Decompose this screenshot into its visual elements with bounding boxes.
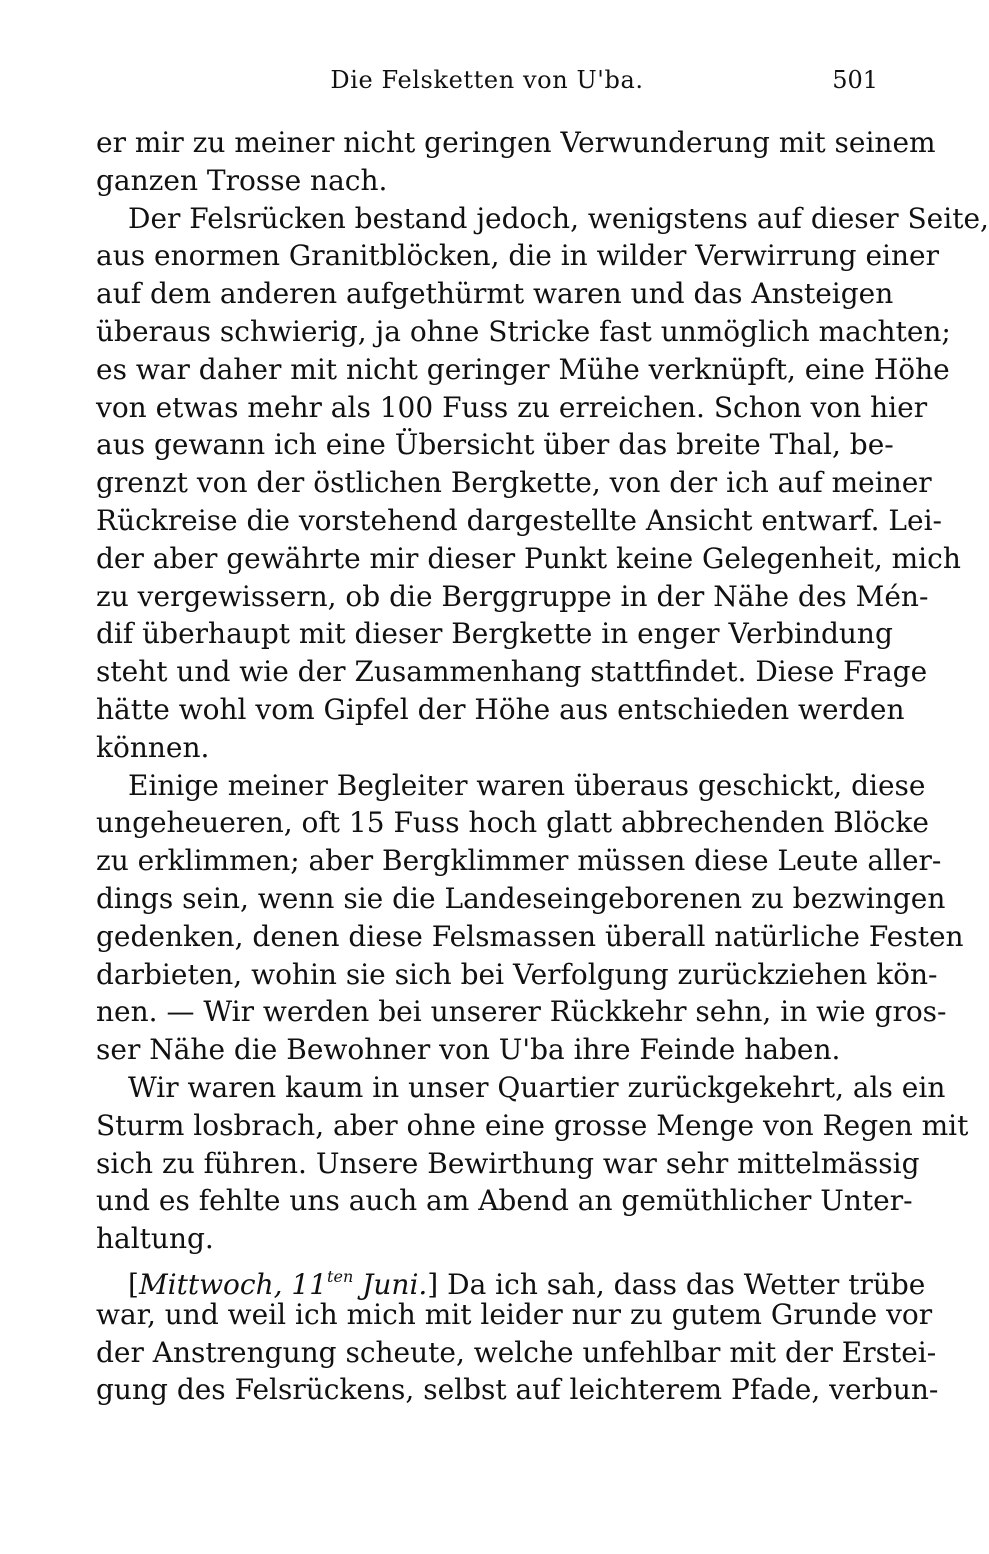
text-line: [96, 1258, 926, 1301]
body-text: [96, 124, 989, 1409]
date-note-month: Juni.: [353, 1267, 428, 1301]
text-line: es war daher mit nicht geringer Mühe verknüpft, eine Höhe: [96, 352, 950, 386]
text-line: der Anstrengung scheute, welche unfehlbar mit der Erstei-: [96, 1335, 937, 1369]
text-line: dings sein, wenn sie die Landeseingeborenen zu bezwingen: [96, 881, 946, 915]
text-line: hätte wohl vom Gipfel der Höhe aus entschieden werden: [96, 692, 905, 726]
text-line: gung des Felsrückens, selbst auf leichterem Pfade, verbun-: [96, 1373, 939, 1407]
text-line: aus gewann ich eine Übersicht über das breite Thal, be-: [96, 428, 894, 462]
text-line: er mir zu meiner nicht geringen Verwunderung mit seinem: [96, 126, 936, 159]
date-bracket-close: ]: [427, 1267, 439, 1301]
date-superscript: ten: [327, 1266, 354, 1286]
page-number: 501: [832, 66, 878, 94]
paragraph-2: [96, 200, 989, 767]
text-line: überaus schwierig, ja ohne Stricke fast unmöglich machten;: [96, 314, 951, 348]
text-line: darbieten, wohin sie sich bei Verfolgung zurückziehen kön-: [96, 957, 938, 991]
date-bracket-open: [: [128, 1267, 139, 1301]
text-line: aus enormen Granitblöcken, die in wilder Verwirrung einer: [96, 239, 939, 273]
text-line: Sturm losbrach, aber ohne eine grosse Menge von Regen mit: [96, 1108, 969, 1142]
text-line: Der Felsrücken bestand jedoch, wenigstens auf dieser Seite,: [128, 201, 989, 235]
text-line: auf dem anderen aufgethürmt waren und das Ansteigen: [96, 277, 894, 311]
text-line: ungeheueren, oft 15 Fuss hoch glatt abbrechenden Blöcke: [96, 806, 929, 840]
text-line: dif überhaupt mit dieser Bergkette in enger Verbindung: [96, 617, 893, 651]
text-line: von etwas mehr als 100 Fuss zu erreichen. Schon von hier: [96, 390, 928, 424]
running-header: [96, 60, 878, 100]
paragraph-4: [96, 1069, 969, 1258]
text-line: Einige meiner Begleiter waren überaus geschickt, diese: [128, 768, 926, 802]
text-line: gedenken, denen diese Felsmassen überall natürliche Festen: [96, 919, 964, 953]
text-line: können.: [96, 730, 210, 764]
paragraph-1: [96, 124, 936, 200]
text-line: und es fehlte uns auch am Abend an gemüthlicher Unter-: [96, 1184, 913, 1218]
text-line: Rückreise die vorstehend dargestellte Ansicht entwarf. Lei-: [96, 503, 942, 537]
text-line: zu erklimmen; aber Bergklimmer müssen diese Leute aller-: [96, 844, 942, 878]
first-line-rest: Da ich sah, dass das Wetter trübe: [438, 1267, 926, 1301]
running-title: Die Felsketten von U'ba.: [330, 66, 644, 94]
text-line: grenzt von der östlichen Bergkette, von der ich auf meiner: [96, 466, 932, 500]
text-line: zu vergewissern, ob die Berggruppe in der Nähe des Mén-: [96, 579, 929, 613]
date-note-main: Mittwoch, 11: [138, 1267, 328, 1301]
book-page: [96, 60, 989, 1409]
text-line: Wir waren kaum in unser Quartier zurückgekehrt, als ein: [128, 1070, 946, 1104]
text-line: haltung.: [96, 1222, 214, 1256]
text-line: ganzen Trosse nach.: [96, 163, 388, 197]
text-line: nen. — Wir werden bei unserer Rückkehr sehn, in wie gros-: [96, 995, 947, 1029]
paragraph-3: [96, 767, 964, 1069]
text-line: steht und wie der Zusammenhang stattfindet. Diese Frage: [96, 655, 928, 689]
paragraph-5: [96, 1258, 939, 1409]
text-line: war, und weil ich mich mit leider nur zu gutem Grunde vor: [96, 1297, 933, 1331]
text-line: der aber gewährte mir dieser Punkt keine Gelegenheit, mich: [96, 541, 961, 575]
text-line: ser Nähe die Bewohner von U'ba ihre Feinde haben.: [96, 1033, 841, 1067]
text-line: sich zu führen. Unsere Bewirthung war sehr mittelmässig: [96, 1146, 920, 1180]
